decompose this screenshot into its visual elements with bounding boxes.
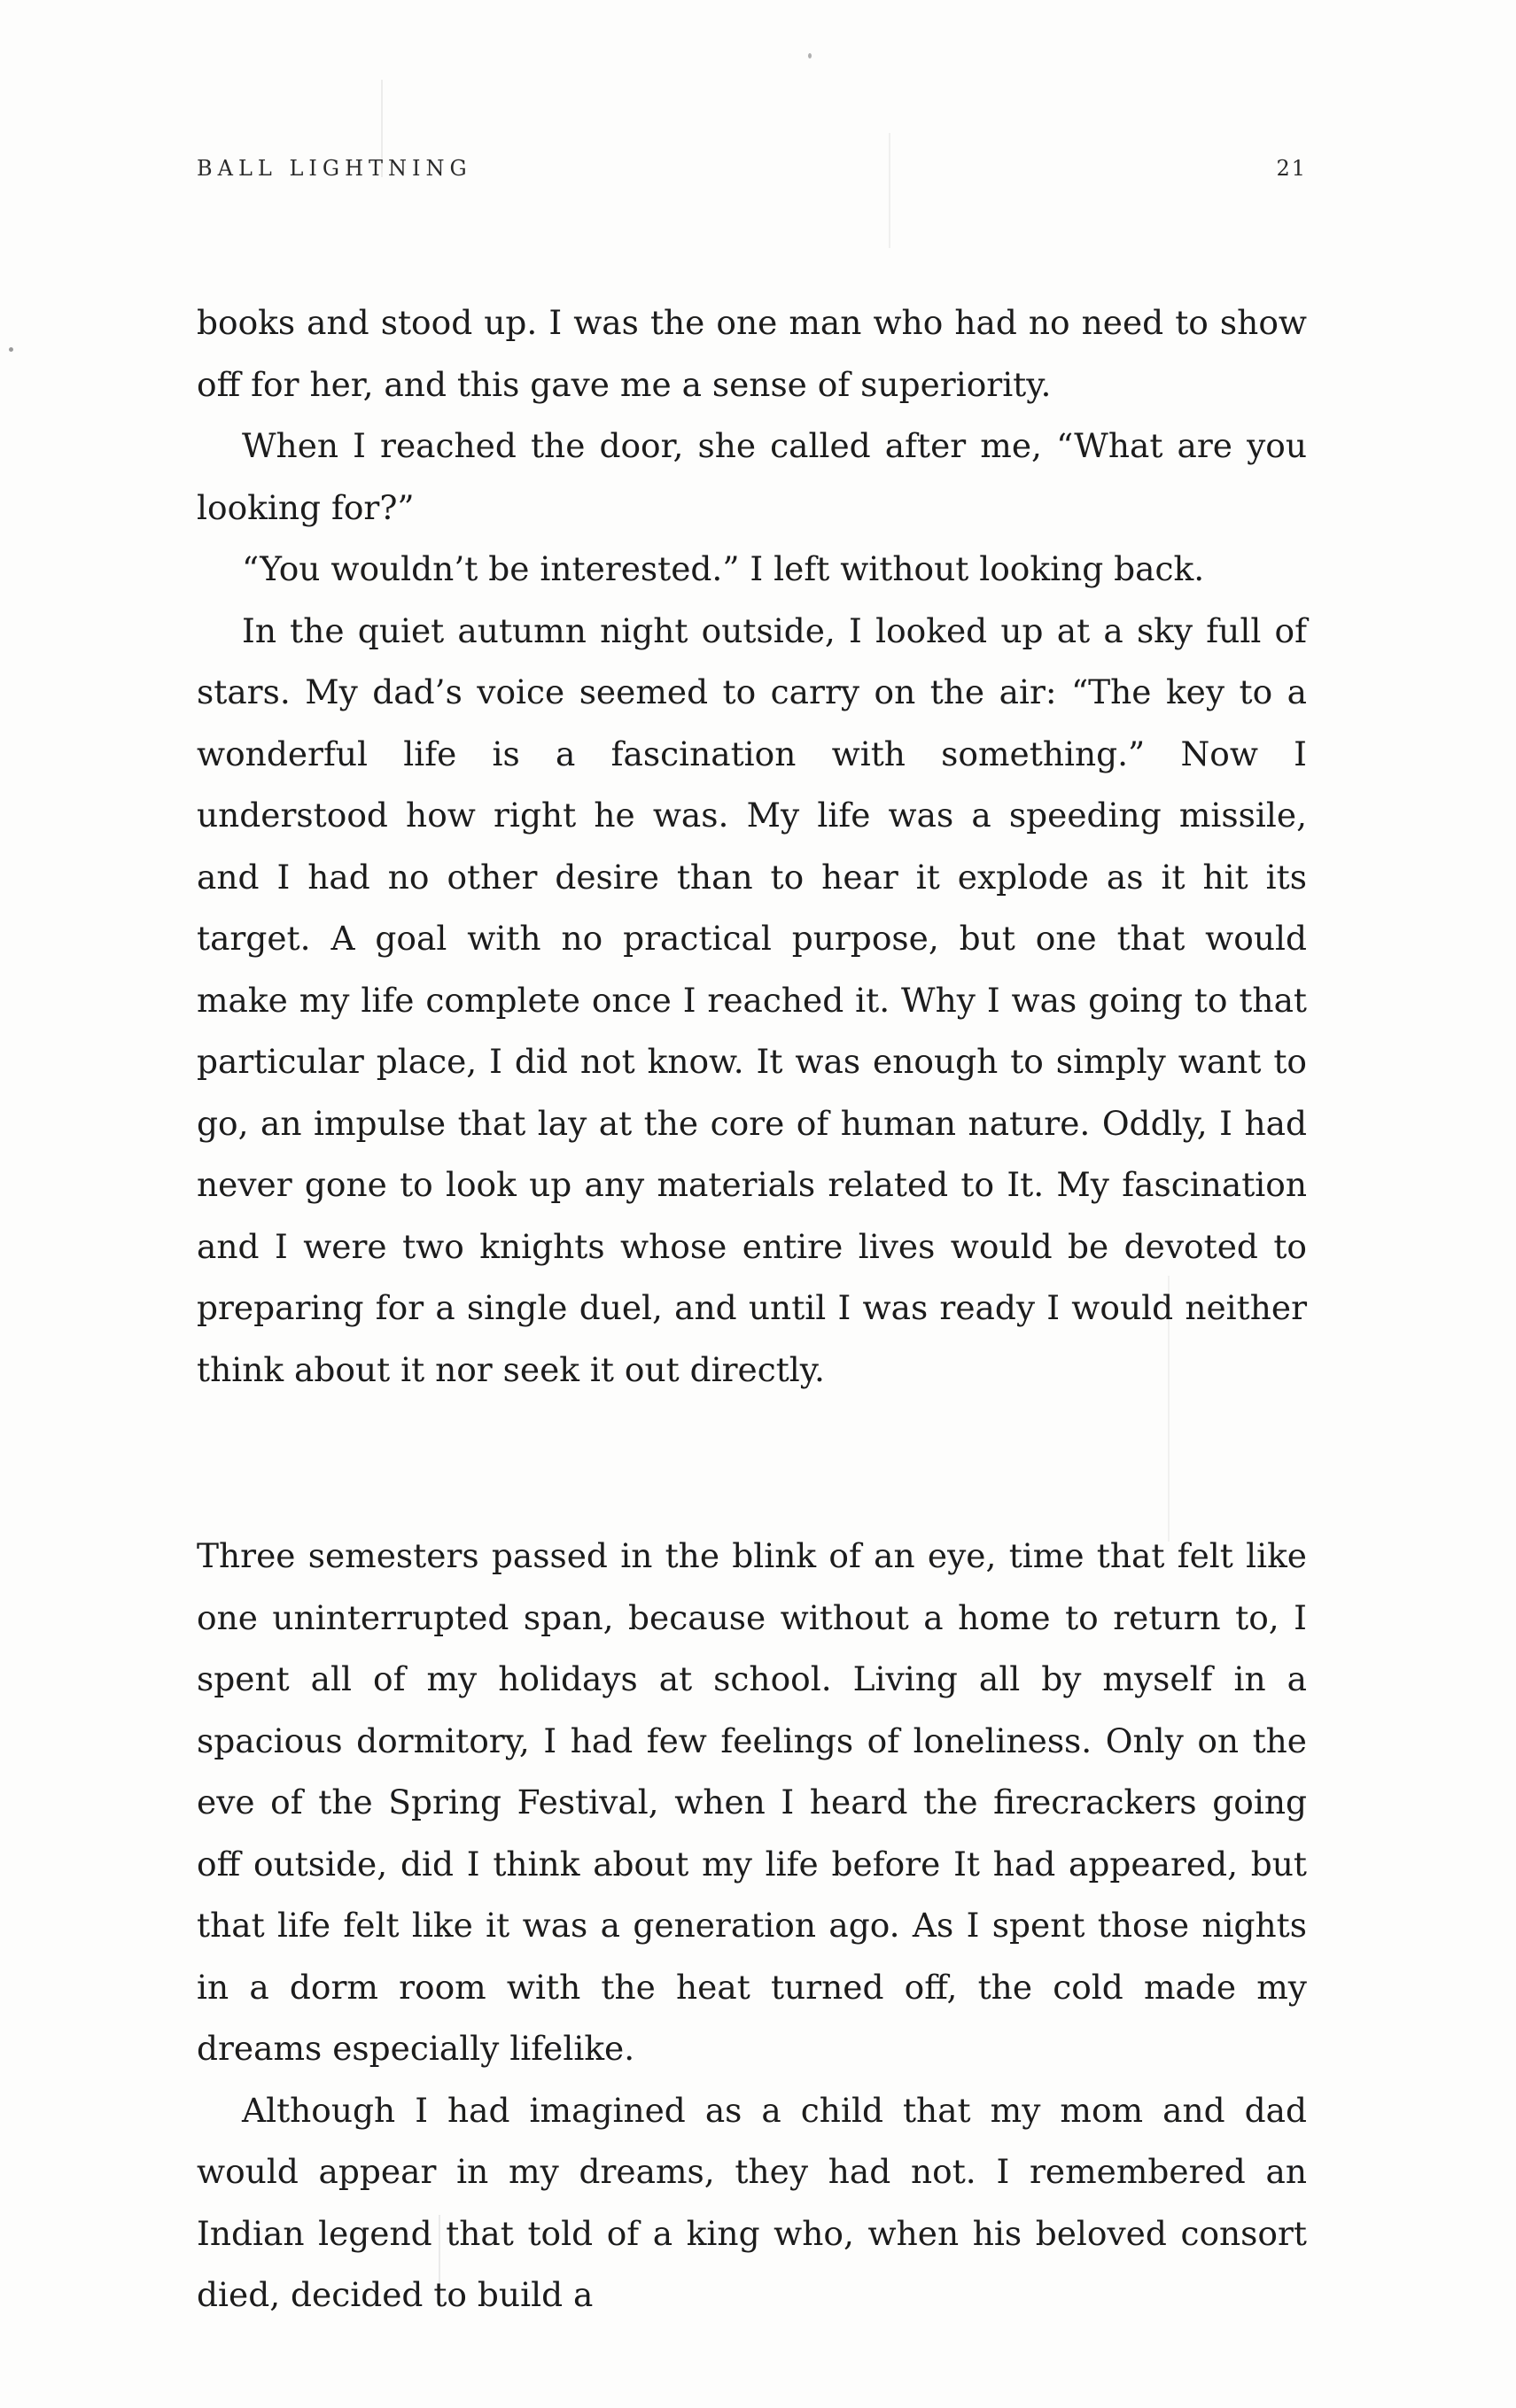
paragraph: Although I had imagined as a child that my mom and dad would appear in my dreams, they had not. I remembered an Indian legend that told of a king who, when his beloved consort died, decided to build a — [197, 2090, 1307, 2314]
scan-mark — [808, 53, 812, 58]
paragraph: “You wouldn’t be interested.” I left without looking back. — [242, 549, 1205, 588]
scan-mark — [9, 347, 13, 352]
page-number: 21 — [1276, 156, 1307, 181]
section-two — [197, 1526, 1307, 2326]
paragraph: books and stood up. I was the one man who had no need to show off for her, and this gave me a sense of superiority. — [197, 303, 1307, 404]
running-title: BALL LIGHTNING — [197, 156, 472, 181]
running-head — [197, 156, 1307, 191]
paragraph: In the quiet autumn night outside, I looked up at a sky full of stars. My dad’s voice seemed to carry on the air: “The key to a wonderful life is a fascination with something.” Now I understood how right he was. My life was a speeding missile, and I had no other desire than to hear it explode as it hit its target. A goal with no practical purpose, but one that would make my life complete once I reached it. Why I was going to that particular place, I did not know. It was enough to simply want to go, an impulse that lay at the core of human nature. Oddly, I had never gone to look up any materials related to It. My fascination and I were two knights whose entire lives would be devoted to preparing for a single duel, and until I was ready I would neither think about it nor seek it out directly. — [197, 610, 1307, 1389]
paragraph: When I reached the door, she called after me, “What are you looking for?” — [197, 426, 1307, 527]
paragraph: Three semesters passed in the blink of an eye, time that felt like one uninterrupted span, because without a home to return to, I spent all of my holidays at school. Living all by myself in a spacious dormitory, I had few feelings of loneliness. Only on the eve of the Spring Festival, when I heard the firecrackers going off outside, did I think about my life before It had appeared, but that life felt like it was a generation ago. As I spent those nights in a dorm room with the heat turned off, the cold made my dreams especially lifelike. — [197, 1536, 1307, 2068]
section-one — [197, 292, 1307, 1401]
